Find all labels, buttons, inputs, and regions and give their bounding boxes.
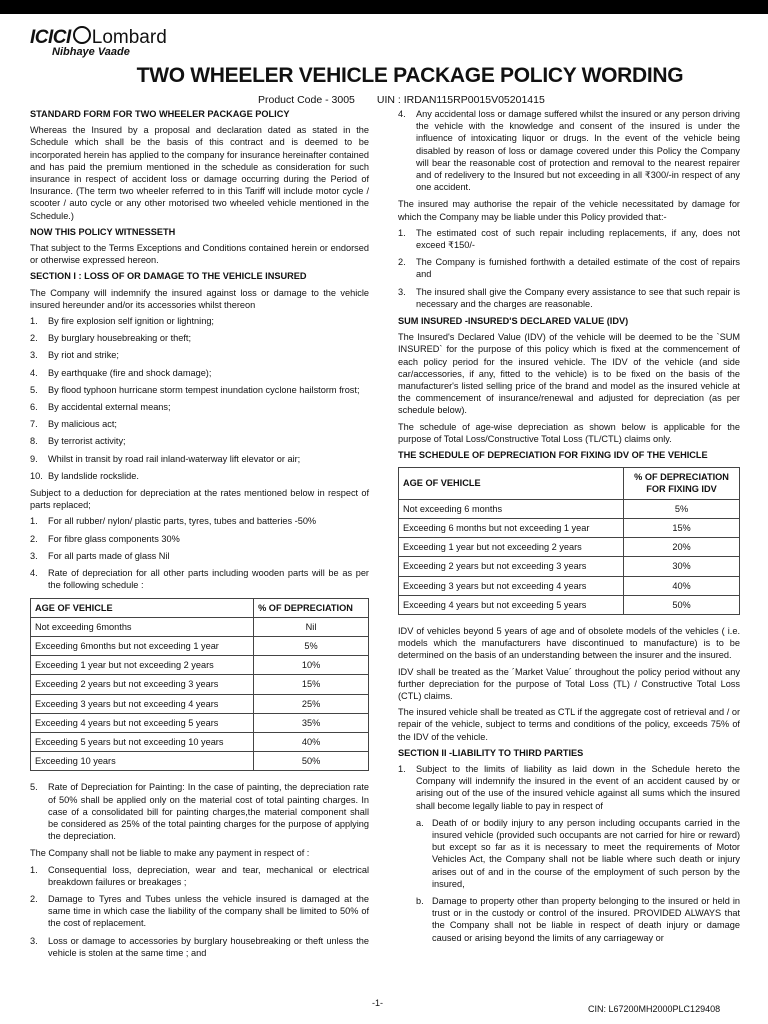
- paragraph: IDV shall be treated as the ´Market Value´ throughout the policy period without any further depreciation for the purpose of Total Loss (TL) / Constructive Total Loss (CTL) claims.: [398, 666, 740, 701]
- table-row: Exceeding 5 years but not exceeding 10 years 40%: [31, 732, 369, 751]
- exclusions-list: [30, 864, 369, 959]
- list-item: 3. For all parts made of glass Nil: [30, 550, 170, 561]
- list-item: 10. By landslide rockslide.: [30, 470, 139, 481]
- paragraph: The Company will indemnify the insured against loss or damage to the vehicle insured hereunder and/or its accessories whilst thereon: [30, 287, 369, 310]
- section-heading: SECTION II -LIABILITY TO THIRD PARTIES: [398, 747, 584, 758]
- company-logo: [30, 24, 200, 60]
- paragraph: The Insured's Declared Value (IDV) of the vehicle will be deemed to be the `SUM INSURED` for the purpose of this policy which is fixed at the commencement of each policy period for the insured vehicle. The IDV of the vehicle (and side car/accessories, if any, fitted to the vehicle) is to be fixed on the basis of the manufacturer's listed selling price of the brand and model as the insured vehicle at the commencement of insurance/renewal and adjusted for depreciation (as per schedule below).: [398, 332, 740, 416]
- section-heading: NOW THIS POLICY WITNESSETH: [30, 226, 176, 237]
- table-header-row: [31, 598, 369, 617]
- page-number: -1-: [372, 998, 383, 1008]
- paragraph: The Company shall not be liable to make any payment in respect of :: [30, 848, 310, 859]
- paragraph: IDV of vehicles beyond 5 years of age and of obsolete models of the vehicles ( i.e. models which the manufacturers have discontinued to manufacture) is to be determined on the basis of an understanding between the insurer and the insured.: [398, 625, 740, 661]
- table-row: Exceeding 6 months but not exceeding 1 year 15%: [399, 518, 740, 537]
- list-item: 3. By riot and strike;: [30, 350, 119, 361]
- table-row: Not exceeding 6months Nil: [31, 617, 369, 636]
- table-header: AGE OF VEHICLE: [399, 468, 624, 499]
- section-heading: SUM INSURED -INSURED'S DECLARED VALUE (IDV): [398, 316, 629, 327]
- table-header: % OF DEPRECIATION: [254, 598, 369, 617]
- logo-mark-icon: [73, 26, 91, 44]
- list-item: 9. Whilst in transit by road rail inland-waterway lift elevator or air;: [30, 453, 301, 464]
- product-codes: [258, 94, 567, 106]
- paragraph: The insured may authorise the repair of the vehicle necessitated by damage for which the Company may be liable under this Policy provided that:-: [398, 199, 740, 222]
- right-column: [398, 108, 740, 949]
- list-item: 5. Rate of Depreciation for Painting: In the case of painting, the depreciation rate of 50% shall be applied only on the material cost of total painting charges. In case of a consolidated bill for painting charges,the material component shall be considered as 25% of the total painting charges for the purpose of applying the depreciation.: [30, 782, 369, 842]
- paragraph: Subject to a deduction for depreciation at the rates mentioned below in respect of parts replaced;: [30, 488, 369, 511]
- section-heading: THE SCHEDULE OF DEPRECIATION FOR FIXING IDV OF THE VEHICLE: [398, 450, 708, 461]
- logo-brand: ICICI: [30, 27, 71, 48]
- paragraph: Whereas the Insured by a proposal and declaration dated as stated in the Schedule which shall be the basis of this contract and is deemed to be incorporated herein has applied to the company for insurance hereinafter contained and has paid the premium mentioned in the schedule as consideration for such insurance in respect of accident loss or damage occurring during the Period of Insurance. (The term two wheeler referred to in this Tariff will include motor cycle / scooter / auto cycle or any other motorised two wheeled vehicle mentioned in the Schedule.): [30, 125, 369, 221]
- paragraph: The insured vehicle shall be treated as CTL if the aggregate cost of retrieval and / or repair of the vehicle, subject to terms and conditions of the policy, exceeds 75% of the IDV of the vehicle.: [398, 707, 740, 742]
- liability-sublist: [416, 817, 740, 944]
- list-item: 1. Consequential loss, depreciation, wear and tear, mechanical or electrical breakdown failures or breakages ;: [30, 864, 369, 887]
- table-row: Exceeding 2 years but not exceeding 3 years 15%: [31, 675, 369, 694]
- paragraph: The schedule of age-wise depreciation as shown below is applicable for the purpose of Total Loss/Constructive Total Loss (TL/CTL) claims only.: [398, 421, 740, 444]
- list-item: 2. For fibre glass components 30%: [30, 533, 180, 544]
- list-item: b. Damage to property other than property belonging to the insured or held in trust or in the custody or control of the insured. PROVIDED ALWAYS that the Company shall not be liable in respect of death injury or damage caused or arising beyond the limits of any carriageway or: [416, 895, 740, 943]
- table-row: Not exceeding 6 months 5%: [399, 499, 740, 518]
- parts-depreciation-table: [30, 598, 369, 772]
- list-item: 2. By burglary housebreaking or theft;: [30, 333, 191, 344]
- table-row: Exceeding 4 years but not exceeding 5 years 50%: [399, 595, 740, 614]
- table-row: Exceeding 2 years but not exceeding 3 years 30%: [399, 557, 740, 576]
- table-header-row: [399, 468, 740, 499]
- uin-code: UIN : IRDAN115RP0015V05201415: [376, 94, 545, 106]
- list-item: 1. For all rubber/ nylon/ plastic parts, tyres, tubes and batteries -50%: [30, 516, 317, 527]
- list-item: 4. By earthquake (fire and shock damage);: [30, 367, 212, 378]
- list-item: 3. Loss or damage to accessories by burglary housebreaking or theft unless the vehicle is stolen at the same time ; and: [30, 935, 369, 958]
- depreciation-items: [30, 515, 369, 591]
- list-item: 4. Rate of depreciation for all other parts including wooden parts will be as per the following schedule :: [30, 568, 369, 591]
- section-heading: SECTION I : LOSS OF OR DAMAGE TO THE VEHICLE INSURED: [30, 271, 307, 282]
- cin-number: CIN: L67200MH2000PLC129408: [588, 1004, 721, 1014]
- perils-list: [30, 315, 369, 482]
- list-item: 4. Any accidental loss or damage suffered whilst the insured or any person driving the vehicle with the knowledge and consent of the insured is under the influence of intoxicating liquor or drugs. In the event of the vehicle being disabled by reason of loss or damage covered under this Policy the Company will bear the reasonable cost of protection and removal to the nearest repairer and of redelivery to the Insured but not exceeding in all ₹300/-in respect of any one accident.: [398, 109, 740, 193]
- table-row: Exceeding 3 years but not exceeding 4 years 25%: [31, 694, 369, 713]
- table-row: Exceeding 4 years but not exceeding 5 years 35%: [31, 713, 369, 732]
- list-item: a. Death of or bodily injury to any person including occupants carried in the insured vehicle (provided such occupants are not carried for hire or reward) but except so far as it is necessary to meet the requirements of Motor Vehicles Act, the Company shall not be liable where such death or injury arises out of and in the course of the employment of such person by the insured,: [416, 817, 740, 889]
- logo-brand-suffix: Lombard: [91, 27, 167, 48]
- product-code: Product Code - 3005: [258, 94, 355, 106]
- list-item: 1. Subject to the limits of liability as laid down in the Schedule hereto the Company will indemnify the insured in the event of an accident caused by or arising out of the use of the insured vehicle against all sums which the insured shall become legally liable to pay in respect of a. Death of or bodily injury to any person including occupants carried in the insured vehicle (provided such occupants are not carried for hire or reward) but except so far as it is necessary to meet the requirements of Motor Vehicles Act, the Company shall not be liable where such death or injury arises out of and in the course of the employment of such person by the insured, b. Damage to property other than property belonging to the insured or held in trust or in the custody or control of the insured. PROVIDED ALWAYS that the Company shall not be liable in respect of death injury or damage caused or arising beyond the limits of any carriageway or: [398, 763, 740, 943]
- list-item: 3. The insured shall give the Company every assistance to see that such repair is necessary and the charges are reasonable.: [398, 286, 740, 309]
- table-row: Exceeding 1 year but not exceeding 2 years 20%: [399, 538, 740, 557]
- list-item: 2. Damage to Tyres and Tubes unless the vehicle insured is damaged at the same time in which case the liability of the company shall be limited to 50% of the cost of replacement.: [30, 893, 369, 929]
- logo-tagline: Nibhaye Vaade: [52, 46, 130, 58]
- list-item: 5. By flood typhoon hurricane storm tempest inundation cyclone hailstorm frost;: [30, 384, 360, 395]
- idv-depreciation-table: [398, 467, 740, 615]
- top-black-bar: [0, 0, 768, 14]
- liability-list: [398, 763, 740, 944]
- exclusion-item-4: [398, 108, 740, 193]
- left-column: [30, 108, 369, 964]
- paragraph: That subject to the Terms Exceptions and Conditions contained herein or endorsed or otherwise expressed hereon.: [30, 243, 369, 266]
- repair-conditions-list: [398, 227, 740, 310]
- page-title: TWO WHEELER VEHICLE PACKAGE POLICY WORDING: [136, 64, 684, 87]
- list-item: 7. By malicious act;: [30, 419, 117, 430]
- list-item: 2. The Company is furnished forthwith a detailed estimate of the cost of repairs and: [398, 257, 740, 280]
- list-item: 1. By fire explosion self ignition or lightning;: [30, 316, 214, 327]
- table-row: Exceeding 10 years 50%: [31, 752, 369, 771]
- table-row: Exceeding 6months but not exceeding 1 year 5%: [31, 636, 369, 655]
- table-row: Exceeding 1 year but not exceeding 2 years 10%: [31, 656, 369, 675]
- table-header: % OF DEPRECIATION FOR FIXING IDV: [624, 468, 740, 499]
- section-heading: STANDARD FORM FOR TWO WHEELER PACKAGE POLICY: [30, 109, 290, 119]
- table-row: Exceeding 3 years but not exceeding 4 years 40%: [399, 576, 740, 595]
- list-item: 8. By terrorist activity;: [30, 436, 126, 447]
- list-item: 6. By accidental external means;: [30, 402, 171, 413]
- table-header: AGE OF VEHICLE: [31, 598, 254, 617]
- list-item: 1. The estimated cost of such repair including replacements, if any, does not exceed ₹150/-: [398, 227, 740, 251]
- painting-item: [30, 781, 369, 842]
